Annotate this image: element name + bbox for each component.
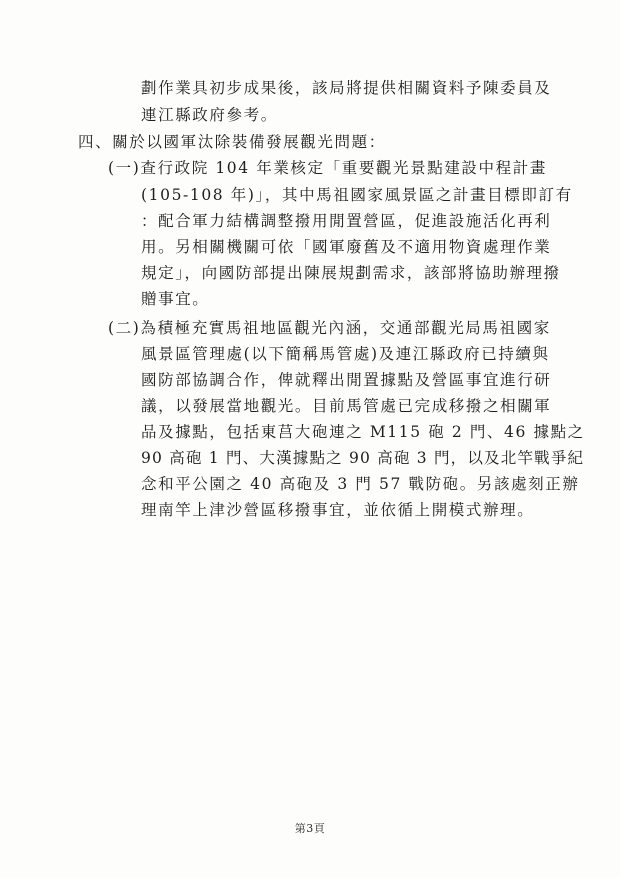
page-number: 第3頁 [294,822,326,835]
text-line-16: 念和平公園之 40 高砲及 3 門 57 戰防砲。另該處刻正辦 [141,475,580,493]
text-line-10: (二)為積極充實馬祖地區觀光內涵，交通部觀光局馬祖國家 [108,319,551,337]
text-line-1: 劃作業具初步成果後，該局將提供相關資料予陳委員及 [141,79,552,97]
text-line-6: ：配合軍力結構調整撥用閒置營區，促進設施活化再利 [141,212,552,230]
text-line-8: 規定」，向國防部提出陳展規劃需求，該部將協助辦理撥 [141,264,561,282]
text-line-5: (105-108 年)」，其中馬祖國家風景區之計畫目標即訂有 [141,186,573,204]
text-line-2: 連江縣政府參考。 [141,106,278,124]
text-line-17: 理南竿上津沙營區移撥事宜，並依循上開模式辦理。 [141,501,535,519]
text-line-11: 風景區管理處(以下簡稱馬管處)及連江縣政府已持續與 [141,345,550,363]
section-heading: 四、關於以國軍汰除裝備發展觀光問題： [78,133,386,151]
text-line-13: 議，以發展當地觀光。目前馬管處已完成移撥之相關軍 [141,397,552,415]
text-line-14: 品及據點，包括東莒大砲連之 M115 砲 2 門、46 據點之 [141,423,585,441]
text-line-7: 用。另相關機關可依「國軍廢舊及不適用物資處理作業 [141,238,552,256]
text-line-9: 贈事宜。 [141,290,210,308]
text-line-12: 國防部協調合作，俾就釋出閒置據點及營區事宜進行研 [141,371,552,389]
text-line-15: 90 高砲 1 門、大漢據點之 90 高砲 3 門，以及北竿戰爭紀 [141,449,585,467]
text-line-4: (一)查行政院 104 年業核定「重要觀光景點建設中程計畫 [108,159,547,177]
